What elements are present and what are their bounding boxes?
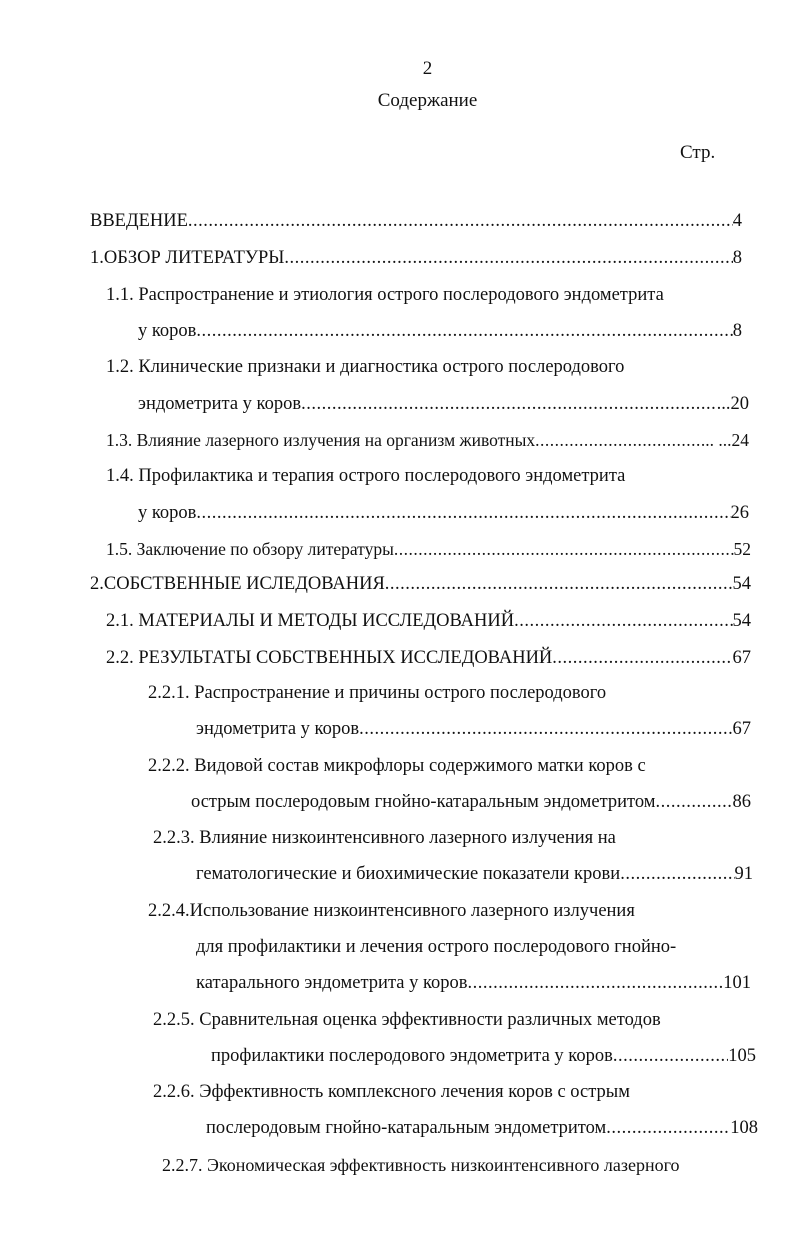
toc-leader-dots xyxy=(301,391,717,417)
toc-entry-text: эндометрита у коров xyxy=(196,719,360,739)
toc-leader-dots xyxy=(606,1115,730,1141)
toc-entry-text: у коров xyxy=(138,321,197,341)
toc-entry-text: 1.3. Влияние лазерного излучения на организм животных xyxy=(106,430,536,450)
toc-entry-page: 67 xyxy=(732,648,751,668)
toc-entry-2-2-4-line-2: для профилактики и лечения острого послеродового гнойно- xyxy=(196,937,677,957)
toc-entry-page: 8 xyxy=(732,321,742,341)
toc-entry-page: 108 xyxy=(730,1118,758,1138)
toc-entry-page: 91 xyxy=(734,864,753,884)
toc-entry-1-4-line-2 xyxy=(138,500,749,526)
toc-leader-dots xyxy=(188,208,733,234)
toc-entry-intro xyxy=(90,208,742,234)
toc-entry-page: 101 xyxy=(723,973,751,993)
toc-entry-1-1-line-2 xyxy=(138,318,742,344)
toc-entry-chapter-1 xyxy=(90,245,742,271)
toc-entry-page: 4 xyxy=(732,211,742,231)
toc-entry-2-2-4-line-1: 2.2.4.Использование низкоинтенсивного лазерного излучения xyxy=(148,901,635,921)
toc-leader-dots xyxy=(613,1043,728,1069)
toc-entry-page: 8 xyxy=(732,248,742,268)
toc-leader-dots xyxy=(394,536,734,562)
toc-entry-text: 2.2. РЕЗУЛЬТАТЫ СОБСТВЕННЫХ ИССЛЕДОВАНИЙ xyxy=(106,648,553,668)
toc-entry-2-2-1-line-1: 2.2.1. Распространение и причины острого послеродового xyxy=(148,683,607,703)
toc-entry-text: профилактики послеродового эндометрита у коров xyxy=(211,1046,613,1066)
toc-entry-2-2-6-line-1: 2.2.6. Эффективность комплексного лечения коров с острым xyxy=(153,1082,630,1102)
toc-entry-text: 1.5. Заключение по обзору литературы xyxy=(106,539,394,559)
toc-entry-1-2-line-2 xyxy=(138,391,749,417)
toc-entry-text: 2.1. МАТЕРИАЛЫ И МЕТОДЫ ИССЛЕДОВАНИЙ xyxy=(106,611,515,631)
toc-entry-2-1 xyxy=(106,608,751,634)
toc-entry-2-2-5-line-1: 2.2.5. Сравнительная оценка эффективности различных методов xyxy=(153,1010,661,1030)
toc-entry-page: 54 xyxy=(732,574,751,594)
toc-leader-dots xyxy=(359,716,732,742)
toc-leader-dots xyxy=(196,500,730,526)
toc-entry-1-3 xyxy=(106,427,749,453)
toc-entry-page: 52 xyxy=(733,539,751,559)
toc-leader-dots xyxy=(468,970,724,996)
toc-entry-text: ВВЕДЕНИЕ xyxy=(90,211,188,231)
toc-leader-dots xyxy=(655,789,732,815)
toc-entry-1-4-line-1: 1.4. Профилактика и терапия острого послеродового эндометрита xyxy=(106,466,626,486)
toc-leader-dots xyxy=(284,245,732,271)
toc-entry-2-2-5-line-2 xyxy=(211,1043,756,1069)
toc-entry-page: 105 xyxy=(728,1046,756,1066)
toc-entry-2-2-1-line-2 xyxy=(196,716,751,742)
toc-entry-2-2-2-line-1: 2.2.2. Видовой состав микрофлоры содержимого матки коров с xyxy=(148,756,646,776)
toc-entry-2-2 xyxy=(106,645,751,671)
toc-leader-dots xyxy=(514,608,732,634)
toc-leader-dots xyxy=(535,427,701,453)
toc-entry-text: 1.ОБЗОР ЛИТЕРАТУРЫ xyxy=(90,248,285,268)
page-title: Содержание xyxy=(377,90,478,111)
toc-entry-2-2-7-line-1: 2.2.7. Экономическая эффективность низкоинтенсивного лазерного xyxy=(162,1155,680,1175)
toc-entry-text: острым послеродовым гнойно-катаральным эндометритом xyxy=(191,792,656,812)
toc-leader-dots xyxy=(196,318,732,344)
toc-entry-2-2-3-line-1: 2.2.3. Влияние низкоинтенсивного лазерного излучения на xyxy=(153,828,616,848)
toc-entry-page: 26 xyxy=(730,503,749,523)
toc-entry-page: 54 xyxy=(732,611,751,631)
toc-leader-dots xyxy=(385,571,733,597)
toc-entry-2-2-4-line-3 xyxy=(196,970,751,996)
toc-entry-2-2-2-line-2 xyxy=(191,789,751,815)
toc-entry-2-2-3-line-2 xyxy=(196,861,753,887)
toc-entry-page: 67 xyxy=(732,719,751,739)
toc-entry-page: ...20 xyxy=(716,394,749,414)
toc-entry-text: 2.СОБСТВЕННЫЕ ИСЛЕДОВАНИЯ xyxy=(90,574,385,594)
toc-entry-1-5 xyxy=(106,536,751,562)
toc-entry-1-1-line-1: 1.1. Распространение и этиология острого послеродового эндометрита xyxy=(106,285,664,305)
page-number: 2 xyxy=(422,58,433,79)
toc-entry-text: эндометрита у коров xyxy=(138,394,302,414)
page-column-label: Стр. xyxy=(680,142,716,163)
toc-leader-dots xyxy=(620,861,734,887)
toc-entry-page: 86 xyxy=(732,792,751,812)
toc-entry-text: катарального эндометрита у коров xyxy=(196,973,468,993)
toc-entry-text: у коров xyxy=(138,503,197,523)
toc-entry-2-2-6-line-2 xyxy=(206,1115,758,1141)
toc-entry-chapter-2 xyxy=(90,571,751,597)
toc-leader-dots xyxy=(552,645,732,671)
toc-entry-text: гематологические и биохимические показатели крови xyxy=(196,864,621,884)
toc-entry-page: ... ...24 xyxy=(700,430,749,450)
toc-entry-text: послеродовым гнойно-катаральным эндометритом xyxy=(206,1118,607,1138)
toc-entry-1-2-line-1: 1.2. Клинические признаки и диагностика острого послеродового xyxy=(106,357,625,377)
